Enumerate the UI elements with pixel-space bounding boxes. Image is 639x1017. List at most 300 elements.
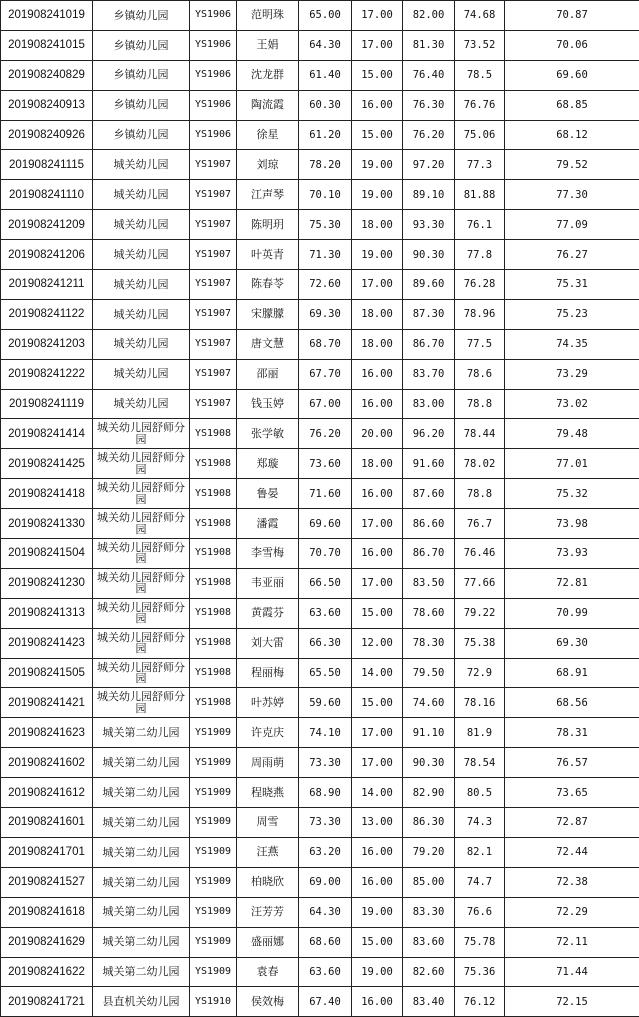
score-4-cell: 78.44 <box>455 419 505 449</box>
score-1-cell: 64.30 <box>299 897 352 927</box>
position-code-cell: YS1907 <box>190 329 237 359</box>
score-3-cell: 90.30 <box>403 240 455 270</box>
exam-id-cell: 201908241119 <box>1 389 93 419</box>
score-2-cell: 17.00 <box>352 568 403 598</box>
table-row <box>1 748 639 778</box>
score-2-cell: 15.00 <box>352 927 403 957</box>
score-3-cell: 85.00 <box>403 867 455 897</box>
score-2-cell: 19.00 <box>352 240 403 270</box>
candidate-name-cell: 陈明玥 <box>237 210 299 240</box>
exam-id-cell: 201908240913 <box>1 90 93 120</box>
candidate-name-cell: 袁春 <box>237 957 299 987</box>
exam-id-cell: 201908241418 <box>1 479 93 509</box>
candidate-name-cell: 程丽梅 <box>237 658 299 688</box>
score-2-cell: 17.00 <box>352 748 403 778</box>
score-2-cell: 17.00 <box>352 718 403 748</box>
position-code-cell: YS1906 <box>190 90 237 120</box>
position-code-cell: YS1908 <box>190 628 237 658</box>
score-3-cell: 76.30 <box>403 90 455 120</box>
exam-id-cell: 201908241209 <box>1 210 93 240</box>
score-1-cell: 67.00 <box>299 389 352 419</box>
exam-id-cell: 201908241211 <box>1 270 93 300</box>
candidate-name-cell: 刘琼 <box>237 150 299 180</box>
candidate-name-cell: 侯效梅 <box>237 987 299 1017</box>
score-2-cell: 16.00 <box>352 90 403 120</box>
score-2-cell: 18.00 <box>352 299 403 329</box>
score-2-cell: 16.00 <box>352 837 403 867</box>
score-3-cell: 86.70 <box>403 329 455 359</box>
exam-id-cell: 201908241110 <box>1 180 93 210</box>
table-row <box>1 30 639 60</box>
score-2-cell: 18.00 <box>352 329 403 359</box>
score-3-cell: 91.10 <box>403 718 455 748</box>
candidate-name-cell: 宋朦朦 <box>237 299 299 329</box>
score-1-cell: 70.70 <box>299 539 352 569</box>
exam-id-cell: 201908241019 <box>1 1 93 31</box>
score-5-cell: 73.65 <box>505 778 639 808</box>
table-row <box>1 897 639 927</box>
score-5-cell: 79.52 <box>505 150 639 180</box>
score-5-cell: 75.32 <box>505 479 639 509</box>
score-3-cell: 86.70 <box>403 539 455 569</box>
score-4-cell: 72.9 <box>455 658 505 688</box>
exam-id-cell: 201908241505 <box>1 658 93 688</box>
table-row <box>1 120 639 150</box>
score-1-cell: 64.30 <box>299 30 352 60</box>
exam-id-cell: 201908241629 <box>1 927 93 957</box>
score-4-cell: 78.8 <box>455 389 505 419</box>
school-cell: 城关幼儿园 <box>93 150 190 180</box>
table-row <box>1 568 639 598</box>
score-3-cell: 78.60 <box>403 598 455 628</box>
table-row <box>1 658 639 688</box>
position-code-cell: YS1910 <box>190 987 237 1017</box>
score-1-cell: 61.20 <box>299 120 352 150</box>
exam-id-cell: 201908241015 <box>1 30 93 60</box>
exam-id-cell: 201908241721 <box>1 987 93 1017</box>
score-5-cell: 69.30 <box>505 628 639 658</box>
score-3-cell: 83.40 <box>403 987 455 1017</box>
score-5-cell: 68.91 <box>505 658 639 688</box>
school-cell: 城关幼儿园 <box>93 329 190 359</box>
score-5-cell: 68.85 <box>505 90 639 120</box>
exam-id-cell: 201908241623 <box>1 718 93 748</box>
score-4-cell: 81.9 <box>455 718 505 748</box>
candidate-name-cell: 李雪梅 <box>237 539 299 569</box>
score-5-cell: 73.29 <box>505 359 639 389</box>
score-5-cell: 77.09 <box>505 210 639 240</box>
score-5-cell: 72.11 <box>505 927 639 957</box>
score-2-cell: 13.00 <box>352 808 403 838</box>
score-2-cell: 16.00 <box>352 389 403 419</box>
score-4-cell: 77.5 <box>455 329 505 359</box>
school-cell: 城关幼儿园舒师分园 <box>93 658 190 688</box>
score-3-cell: 82.00 <box>403 1 455 31</box>
score-1-cell: 66.50 <box>299 568 352 598</box>
score-1-cell: 60.30 <box>299 90 352 120</box>
candidate-name-cell: 江声琴 <box>237 180 299 210</box>
score-1-cell: 63.20 <box>299 837 352 867</box>
score-1-cell: 67.70 <box>299 359 352 389</box>
table-row <box>1 419 639 449</box>
score-5-cell: 72.38 <box>505 867 639 897</box>
school-cell: 城关幼儿园舒师分园 <box>93 449 190 479</box>
score-3-cell: 93.30 <box>403 210 455 240</box>
position-code-cell: YS1908 <box>190 658 237 688</box>
position-code-cell: YS1909 <box>190 748 237 778</box>
exam-id-cell: 201908241622 <box>1 957 93 987</box>
score-1-cell: 66.30 <box>299 628 352 658</box>
score-3-cell: 76.40 <box>403 60 455 90</box>
score-2-cell: 18.00 <box>352 449 403 479</box>
school-cell: 城关幼儿园 <box>93 210 190 240</box>
score-5-cell: 75.23 <box>505 299 639 329</box>
candidate-name-cell: 程晓燕 <box>237 778 299 808</box>
candidate-name-cell: 邵丽 <box>237 359 299 389</box>
score-4-cell: 79.22 <box>455 598 505 628</box>
exam-id-cell: 201908240926 <box>1 120 93 150</box>
score-3-cell: 89.60 <box>403 270 455 300</box>
score-1-cell: 69.00 <box>299 867 352 897</box>
table-row <box>1 210 639 240</box>
score-4-cell: 78.8 <box>455 479 505 509</box>
exam-id-cell: 201908241313 <box>1 598 93 628</box>
candidate-name-cell: 范明珠 <box>237 1 299 31</box>
position-code-cell: YS1907 <box>190 210 237 240</box>
score-4-cell: 77.3 <box>455 150 505 180</box>
score-2-cell: 18.00 <box>352 210 403 240</box>
score-2-cell: 17.00 <box>352 1 403 31</box>
score-3-cell: 78.30 <box>403 628 455 658</box>
position-code-cell: YS1909 <box>190 778 237 808</box>
score-1-cell: 63.60 <box>299 598 352 628</box>
school-cell: 乡镇幼儿园 <box>93 120 190 150</box>
score-2-cell: 15.00 <box>352 60 403 90</box>
candidate-name-cell: 叶苏婷 <box>237 688 299 718</box>
position-code-cell: YS1909 <box>190 718 237 748</box>
candidate-name-cell: 郑璇 <box>237 449 299 479</box>
table-row <box>1 718 639 748</box>
table-row <box>1 957 639 987</box>
school-cell: 城关幼儿园 <box>93 180 190 210</box>
position-code-cell: YS1907 <box>190 389 237 419</box>
position-code-cell: YS1907 <box>190 270 237 300</box>
exam-id-cell: 201908241222 <box>1 359 93 389</box>
score-2-cell: 16.00 <box>352 479 403 509</box>
table-row <box>1 479 639 509</box>
candidate-name-cell: 钱玉婷 <box>237 389 299 419</box>
exam-id-cell: 201908241330 <box>1 509 93 539</box>
table-row <box>1 150 639 180</box>
score-4-cell: 73.52 <box>455 30 505 60</box>
school-cell: 城关幼儿园舒师分园 <box>93 598 190 628</box>
score-3-cell: 83.50 <box>403 568 455 598</box>
score-4-cell: 78.02 <box>455 449 505 479</box>
score-3-cell: 87.60 <box>403 479 455 509</box>
table-row <box>1 987 639 1017</box>
score-2-cell: 16.00 <box>352 359 403 389</box>
score-5-cell: 76.27 <box>505 240 639 270</box>
candidate-name-cell: 汪燕 <box>237 837 299 867</box>
score-5-cell: 72.87 <box>505 808 639 838</box>
exam-id-cell: 201908241423 <box>1 628 93 658</box>
score-3-cell: 97.20 <box>403 150 455 180</box>
score-4-cell: 74.7 <box>455 867 505 897</box>
score-1-cell: 73.30 <box>299 748 352 778</box>
score-3-cell: 96.20 <box>403 419 455 449</box>
exam-id-cell: 201908241421 <box>1 688 93 718</box>
score-4-cell: 76.76 <box>455 90 505 120</box>
table-row <box>1 598 639 628</box>
score-1-cell: 68.90 <box>299 778 352 808</box>
score-2-cell: 14.00 <box>352 658 403 688</box>
school-cell: 城关幼儿园舒师分园 <box>93 539 190 569</box>
candidate-name-cell: 叶英青 <box>237 240 299 270</box>
score-2-cell: 17.00 <box>352 270 403 300</box>
score-5-cell: 77.01 <box>505 449 639 479</box>
score-3-cell: 86.30 <box>403 808 455 838</box>
score-4-cell: 75.38 <box>455 628 505 658</box>
table-body <box>1 1 639 1017</box>
candidate-name-cell: 陈春苓 <box>237 270 299 300</box>
candidate-name-cell: 许克庆 <box>237 718 299 748</box>
score-5-cell: 69.60 <box>505 60 639 90</box>
score-3-cell: 79.50 <box>403 658 455 688</box>
table-row <box>1 927 639 957</box>
school-cell: 城关幼儿园 <box>93 299 190 329</box>
candidate-name-cell: 周雪 <box>237 808 299 838</box>
exam-id-cell: 201908241601 <box>1 808 93 838</box>
score-2-cell: 15.00 <box>352 120 403 150</box>
table-row <box>1 270 639 300</box>
score-5-cell: 68.12 <box>505 120 639 150</box>
score-5-cell: 76.57 <box>505 748 639 778</box>
score-5-cell: 70.87 <box>505 1 639 31</box>
position-code-cell: YS1909 <box>190 808 237 838</box>
table-row <box>1 240 639 270</box>
score-1-cell: 61.40 <box>299 60 352 90</box>
score-5-cell: 68.56 <box>505 688 639 718</box>
school-cell: 乡镇幼儿园 <box>93 60 190 90</box>
position-code-cell: YS1906 <box>190 30 237 60</box>
school-cell: 城关幼儿园 <box>93 240 190 270</box>
position-code-cell: YS1909 <box>190 837 237 867</box>
score-1-cell: 74.10 <box>299 718 352 748</box>
school-cell: 城关第二幼儿园 <box>93 748 190 778</box>
score-5-cell: 73.98 <box>505 509 639 539</box>
position-code-cell: YS1909 <box>190 867 237 897</box>
position-code-cell: YS1909 <box>190 897 237 927</box>
score-5-cell: 72.81 <box>505 568 639 598</box>
school-cell: 城关幼儿园舒师分园 <box>93 509 190 539</box>
school-cell: 城关第二幼儿园 <box>93 867 190 897</box>
score-1-cell: 70.10 <box>299 180 352 210</box>
score-2-cell: 20.00 <box>352 419 403 449</box>
score-3-cell: 79.20 <box>403 837 455 867</box>
score-3-cell: 83.30 <box>403 897 455 927</box>
exam-id-cell: 201908241612 <box>1 778 93 808</box>
score-3-cell: 83.00 <box>403 389 455 419</box>
exam-id-cell: 201908241115 <box>1 150 93 180</box>
position-code-cell: YS1907 <box>190 150 237 180</box>
score-5-cell: 72.44 <box>505 837 639 867</box>
score-1-cell: 69.30 <box>299 299 352 329</box>
candidate-name-cell: 刘大雷 <box>237 628 299 658</box>
score-4-cell: 74.68 <box>455 1 505 31</box>
score-3-cell: 82.60 <box>403 957 455 987</box>
score-5-cell: 72.29 <box>505 897 639 927</box>
school-cell: 城关第二幼儿园 <box>93 718 190 748</box>
school-cell: 县直机关幼儿园 <box>93 987 190 1017</box>
position-code-cell: YS1906 <box>190 120 237 150</box>
score-1-cell: 69.60 <box>299 509 352 539</box>
score-1-cell: 65.00 <box>299 1 352 31</box>
table-row <box>1 778 639 808</box>
score-1-cell: 73.30 <box>299 808 352 838</box>
score-5-cell: 79.48 <box>505 419 639 449</box>
candidate-name-cell: 鲁晏 <box>237 479 299 509</box>
score-1-cell: 68.60 <box>299 927 352 957</box>
score-5-cell: 77.30 <box>505 180 639 210</box>
score-1-cell: 71.30 <box>299 240 352 270</box>
score-4-cell: 78.6 <box>455 359 505 389</box>
score-1-cell: 71.60 <box>299 479 352 509</box>
candidate-name-cell: 唐文慧 <box>237 329 299 359</box>
position-code-cell: YS1908 <box>190 688 237 718</box>
exam-id-cell: 201908241602 <box>1 748 93 778</box>
exam-id-cell: 201908241527 <box>1 867 93 897</box>
position-code-cell: YS1909 <box>190 927 237 957</box>
score-5-cell: 75.31 <box>505 270 639 300</box>
score-4-cell: 75.36 <box>455 957 505 987</box>
score-4-cell: 78.16 <box>455 688 505 718</box>
candidate-name-cell: 王娟 <box>237 30 299 60</box>
exam-id-cell: 201908240829 <box>1 60 93 90</box>
table-row <box>1 688 639 718</box>
table-row <box>1 60 639 90</box>
school-cell: 城关第二幼儿园 <box>93 927 190 957</box>
score-1-cell: 73.60 <box>299 449 352 479</box>
score-4-cell: 80.5 <box>455 778 505 808</box>
exam-id-cell: 201908241230 <box>1 568 93 598</box>
score-4-cell: 78.96 <box>455 299 505 329</box>
candidate-name-cell: 黄霞芬 <box>237 598 299 628</box>
position-code-cell: YS1907 <box>190 240 237 270</box>
score-5-cell: 74.35 <box>505 329 639 359</box>
score-4-cell: 81.88 <box>455 180 505 210</box>
table-row <box>1 359 639 389</box>
score-2-cell: 15.00 <box>352 688 403 718</box>
score-2-cell: 19.00 <box>352 897 403 927</box>
score-3-cell: 86.60 <box>403 509 455 539</box>
score-5-cell: 72.15 <box>505 987 639 1017</box>
table-row <box>1 867 639 897</box>
score-4-cell: 76.6 <box>455 897 505 927</box>
score-3-cell: 81.30 <box>403 30 455 60</box>
school-cell: 乡镇幼儿园 <box>93 30 190 60</box>
table-row <box>1 539 639 569</box>
school-cell: 城关第二幼儿园 <box>93 957 190 987</box>
candidate-name-cell: 沈龙群 <box>237 60 299 90</box>
school-cell: 城关第二幼儿园 <box>93 778 190 808</box>
score-3-cell: 87.30 <box>403 299 455 329</box>
school-cell: 城关幼儿园 <box>93 389 190 419</box>
score-4-cell: 75.78 <box>455 927 505 957</box>
exam-id-cell: 201908241701 <box>1 837 93 867</box>
score-4-cell: 78.54 <box>455 748 505 778</box>
school-cell: 城关幼儿园舒师分园 <box>93 628 190 658</box>
score-5-cell: 70.06 <box>505 30 639 60</box>
score-4-cell: 76.7 <box>455 509 505 539</box>
score-1-cell: 76.20 <box>299 419 352 449</box>
exam-id-cell: 201908241206 <box>1 240 93 270</box>
score-4-cell: 76.28 <box>455 270 505 300</box>
score-4-cell: 74.3 <box>455 808 505 838</box>
school-cell: 城关幼儿园舒师分园 <box>93 479 190 509</box>
position-code-cell: YS1907 <box>190 180 237 210</box>
score-2-cell: 14.00 <box>352 778 403 808</box>
score-1-cell: 75.30 <box>299 210 352 240</box>
score-2-cell: 19.00 <box>352 180 403 210</box>
school-cell: 城关幼儿园 <box>93 270 190 300</box>
score-4-cell: 76.12 <box>455 987 505 1017</box>
position-code-cell: YS1909 <box>190 957 237 987</box>
school-cell: 城关幼儿园舒师分园 <box>93 688 190 718</box>
score-2-cell: 12.00 <box>352 628 403 658</box>
score-4-cell: 82.1 <box>455 837 505 867</box>
score-4-cell: 77.8 <box>455 240 505 270</box>
score-2-cell: 19.00 <box>352 150 403 180</box>
score-1-cell: 68.70 <box>299 329 352 359</box>
score-4-cell: 76.1 <box>455 210 505 240</box>
score-3-cell: 74.60 <box>403 688 455 718</box>
candidate-name-cell: 潘霞 <box>237 509 299 539</box>
score-2-cell: 17.00 <box>352 509 403 539</box>
score-2-cell: 16.00 <box>352 867 403 897</box>
school-cell: 城关幼儿园 <box>93 359 190 389</box>
score-3-cell: 89.10 <box>403 180 455 210</box>
table-row <box>1 90 639 120</box>
table-row <box>1 1 639 31</box>
score-2-cell: 15.00 <box>352 598 403 628</box>
table-row <box>1 299 639 329</box>
position-code-cell: YS1908 <box>190 419 237 449</box>
position-code-cell: YS1907 <box>190 299 237 329</box>
score-4-cell: 78.5 <box>455 60 505 90</box>
candidate-name-cell: 陶流霞 <box>237 90 299 120</box>
table-row <box>1 329 639 359</box>
score-5-cell: 78.31 <box>505 718 639 748</box>
score-3-cell: 82.90 <box>403 778 455 808</box>
score-5-cell: 73.02 <box>505 389 639 419</box>
score-1-cell: 72.60 <box>299 270 352 300</box>
score-3-cell: 83.70 <box>403 359 455 389</box>
candidate-name-cell: 韦亚丽 <box>237 568 299 598</box>
score-4-cell: 77.66 <box>455 568 505 598</box>
exam-id-cell: 201908241425 <box>1 449 93 479</box>
score-2-cell: 19.00 <box>352 957 403 987</box>
score-1-cell: 59.60 <box>299 688 352 718</box>
school-cell: 城关第二幼儿园 <box>93 808 190 838</box>
score-1-cell: 78.20 <box>299 150 352 180</box>
position-code-cell: YS1906 <box>190 1 237 31</box>
score-5-cell: 73.93 <box>505 539 639 569</box>
table-row <box>1 837 639 867</box>
position-code-cell: YS1906 <box>190 60 237 90</box>
score-4-cell: 75.06 <box>455 120 505 150</box>
position-code-cell: YS1908 <box>190 449 237 479</box>
score-4-cell: 76.46 <box>455 539 505 569</box>
